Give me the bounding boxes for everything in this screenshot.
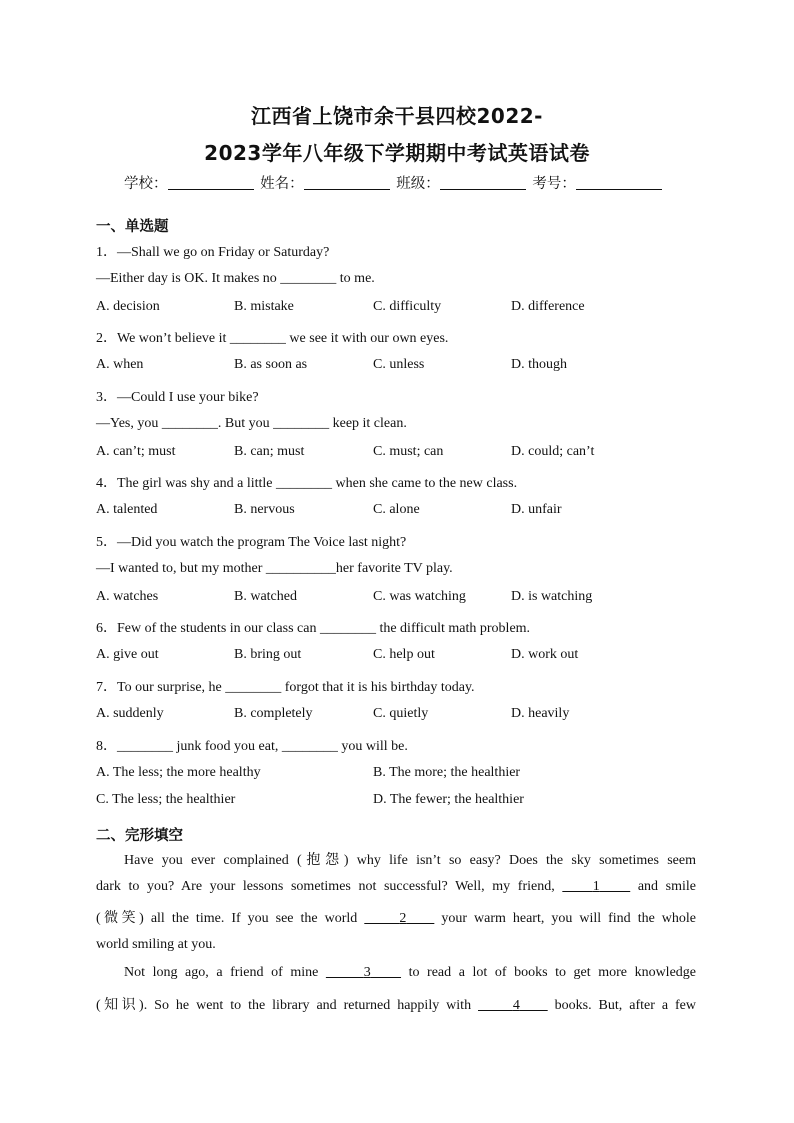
q7-option-c[interactable]: C. quietly <box>373 706 429 721</box>
q1-option-c[interactable]: C. difficulty <box>373 299 442 314</box>
q3-option-d[interactable]: D. could; can’t <box>511 444 595 459</box>
q5-option-b[interactable]: B. watched <box>234 589 297 604</box>
question-5-line-1: 5．—Did you watch the program The Voice last night? <box>96 535 407 550</box>
q3-option-b[interactable]: B. can; must <box>234 444 305 459</box>
blank-4[interactable]: 4 <box>512 998 520 1013</box>
q2-option-b[interactable]: B. as soon as <box>234 357 308 372</box>
q6-option-a[interactable]: A. give out <box>96 647 159 662</box>
q5-option-d[interactable]: D. is watching <box>511 589 593 604</box>
q3-option-a[interactable]: A. can’t; must <box>96 444 176 459</box>
question-1-line-2: —Either day is OK. It makes no ________ to me. <box>96 271 375 286</box>
cloze-p1-line-4: world smiling at you. <box>96 937 216 952</box>
question-8-line-1: 8．________ junk food you eat, ________ you will be. <box>96 739 408 754</box>
blank-1[interactable]: 1 <box>592 879 600 894</box>
cloze-p2-line-2: (知识). So he went to the library and returned happily with 4 books. But, after a few <box>96 998 697 1013</box>
q4-option-a[interactable]: A. talented <box>96 502 158 517</box>
question-4-line-1: 4．The girl was shy and a little ________ when she came to the new class. <box>96 476 518 491</box>
exam-title-line2: 2023学年八年级下学期期中考试英语试卷 <box>204 141 590 165</box>
q1-option-a[interactable]: A. decision <box>96 299 160 314</box>
cloze-p1-line-1: Have you ever complained (抱怨) why life isn’t so easy? Does the sky sometimes seem <box>124 853 696 868</box>
q2-option-d[interactable]: D. though <box>511 357 567 372</box>
q5-option-c[interactable]: C. was watching <box>373 589 466 604</box>
q1-option-b[interactable]: B. mistake <box>234 299 294 314</box>
name-label: 姓名： <box>260 176 304 192</box>
name-blank[interactable] <box>304 175 390 190</box>
school-blank[interactable] <box>168 175 254 190</box>
section1-heading: 一、单选题 <box>96 219 169 235</box>
cloze-p2-line-1: Not long ago, a friend of mine 3 to read a lot of books to get more knowledge <box>124 965 696 980</box>
q5-option-a[interactable]: A. watches <box>96 589 159 604</box>
q7-option-b[interactable]: B. completely <box>234 706 313 721</box>
question-3-line-2: —Yes, you ________. But you ________ keep it clean. <box>96 416 407 431</box>
class-label: 班级： <box>396 176 440 192</box>
question-2-line-1: 2．We won’t believe it ________ we see it with our own eyes. <box>96 331 449 346</box>
q3-option-c[interactable]: C. must; can <box>373 444 444 459</box>
blank-3[interactable]: 3 <box>363 965 371 980</box>
q8-option-b[interactable]: B. The more; the healthier <box>373 765 521 780</box>
exam-title-line1: 江西省上饶市余干县四校2022- <box>251 104 543 128</box>
q6-option-b[interactable]: B. bring out <box>234 647 302 662</box>
q4-option-b[interactable]: B. nervous <box>234 502 295 517</box>
q7-option-d[interactable]: D. heavily <box>511 706 570 721</box>
cloze-p1-line-2: dark to you? Are your lessons sometimes not successful? Well, my friend, 1 and smile <box>96 879 697 894</box>
exam-number-blank[interactable] <box>576 175 662 190</box>
question-5-line-2: —I wanted to, but my mother __________her favorite TV play. <box>96 561 453 576</box>
q1-option-d[interactable]: D. difference <box>511 299 585 314</box>
section2-heading: 二、完形填空 <box>96 828 183 844</box>
q8-option-a[interactable]: A. The less; the more healthy <box>96 765 261 780</box>
q4-option-c[interactable]: C. alone <box>373 502 420 517</box>
q6-option-d[interactable]: D. work out <box>511 647 579 662</box>
blank-2[interactable]: 2 <box>399 911 407 926</box>
question-3-line-1: 3．—Could I use your bike? <box>96 390 259 405</box>
q6-option-c[interactable]: C. help out <box>373 647 435 662</box>
q4-option-d[interactable]: D. unfair <box>511 502 562 517</box>
student-info-row <box>124 172 664 193</box>
question-6-line-1: 6．Few of the students in our class can ________ the difficult math problem. <box>96 621 531 636</box>
q8-option-c[interactable]: C. The less; the healthier <box>96 792 236 807</box>
question-1-line-1: 1．—Shall we go on Friday or Saturday? <box>96 245 330 260</box>
class-blank[interactable] <box>440 175 526 190</box>
q2-option-c[interactable]: C. unless <box>373 357 425 372</box>
question-7-line-1: 7．To our surprise, he ________ forgot that it is his birthday today. <box>96 680 475 695</box>
q8-option-d[interactable]: D. The fewer; the healthier <box>373 792 524 807</box>
q2-option-a[interactable]: A. when <box>96 357 144 372</box>
exam-number-label: 考号： <box>532 176 576 192</box>
q7-option-a[interactable]: A. suddenly <box>96 706 164 721</box>
cloze-p1-line-3: (微笑) all the time. If you see the world 2 your warm heart, you will find the whole <box>96 911 697 926</box>
school-label: 学校： <box>124 176 168 192</box>
